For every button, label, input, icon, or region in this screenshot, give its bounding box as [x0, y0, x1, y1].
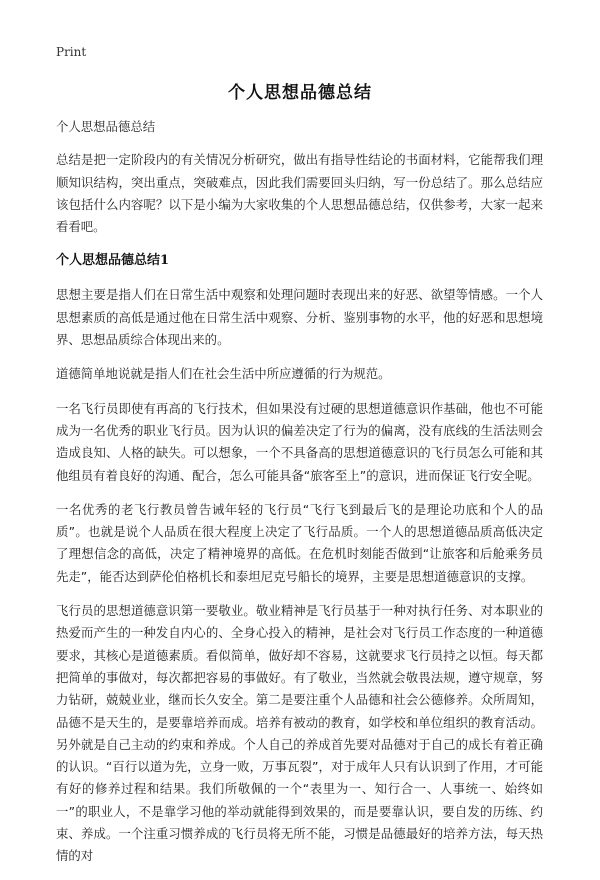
document-body	[56, 116, 543, 880]
intro-heading: 个人思想品德总结	[56, 119, 156, 134]
body-paragraph: 一名优秀的老飞行教员曾告诫年轻的飞行员“飞行飞到最后飞的是理论功底和个人的品质”。也就是说个人品质在很大程度上决定了飞行品质。一个人的思想道德品质高低决定了理想信念的高低，决定了精神境界的高低。在危机时刻能否做到“让旅客和后舱乘务员先走”，能否达到萨伦伯格机长和泰坦尼克号船长的境界，主要是思想道德意识的支撑。	[56, 501, 543, 584]
intro-paragraph: 总结是把一定阶段内的有关情况分析研究，做出有指导性结论的书面材料，它能帮我们理顺知识结构，突出重点，突破难点，因此我们需要回头归纳，写一份总结了。那么总结应该包括什么内容呢？以下是小编为大家收集的个人思想品德总结，仅供参考，大家一起来看看吧。	[56, 152, 543, 235]
body-paragraph: 飞行员的思想道德意识第一要敬业。敬业精神是飞行员基于一种对执行任务、对本职业的热爱而产生的一种发自内心的、全身心投入的精神，是社会对飞行员工作态度的一种道德要求，其核心是道德素质。看似简单，做好却不容易，这就要求飞行员持之以恒。每天都把简单的事做对，每次都把容易的事做好。有了敬业，当然就会敬畏法规，遵守规章，努力钻研，兢兢业业，继而长久安全。第二是要注重个人品德和社会公德修养。众所周知，品德不是天生的，是要靠培养而成。培养有被动的教育，如学校和单位组织的教育活动。另外就是自己主动的约束和养成。个人自己的养成首先要对品德对于自己的成长有着正确的认识。“百行以道为先，立身一败，万事瓦裂”，对于成年人只有认识到了作用，才可能有好的修养过程和结果。我们所敬佩的一个“表里为一、知行合一、人事统一、始终如一”的职业人，不是靠学习他的举动就能得到效果的，而是要靠认识，要自发的历练、约束、养成。一个注重习惯养成的飞行员将无所不能，习惯是品德最好的培养方法，每天热情的对	[56, 603, 543, 864]
document-title: 个人思想品德总结	[228, 83, 372, 103]
body-paragraph: 思想主要是指人们在日常生活中观察和处理问题时表现出来的好恶、欲望等情感。一个人思想素质的高低是通过他在日常生活中观察、分析、鉴别事物的水平，他的好恶和思想境界、思想品质综合体现出来的。	[56, 287, 543, 348]
body-paragraph: 道德简单地说就是指人们在社会生活中所应遵循的行为规范。	[56, 366, 391, 382]
body-paragraph: 一名飞行员即使有再高的飞行技术，但如果没有过硬的思想道德意识作基础，他也不可能成为一名优秀的职业飞行员。因为认识的偏差决定了行为的偏离，没有底线的生活法则会造成良知、人格的缺失。可以想象，一个不具备高的思想道德意识的飞行员怎么可能和其他组员有着良好的沟通、配合，怎么可能具备“旅客至上”的意识，进而保证飞行安全呢。	[56, 400, 543, 483]
print-link[interactable]: Print	[56, 45, 87, 59]
section-heading: 个人思想品德总结1	[56, 253, 170, 269]
